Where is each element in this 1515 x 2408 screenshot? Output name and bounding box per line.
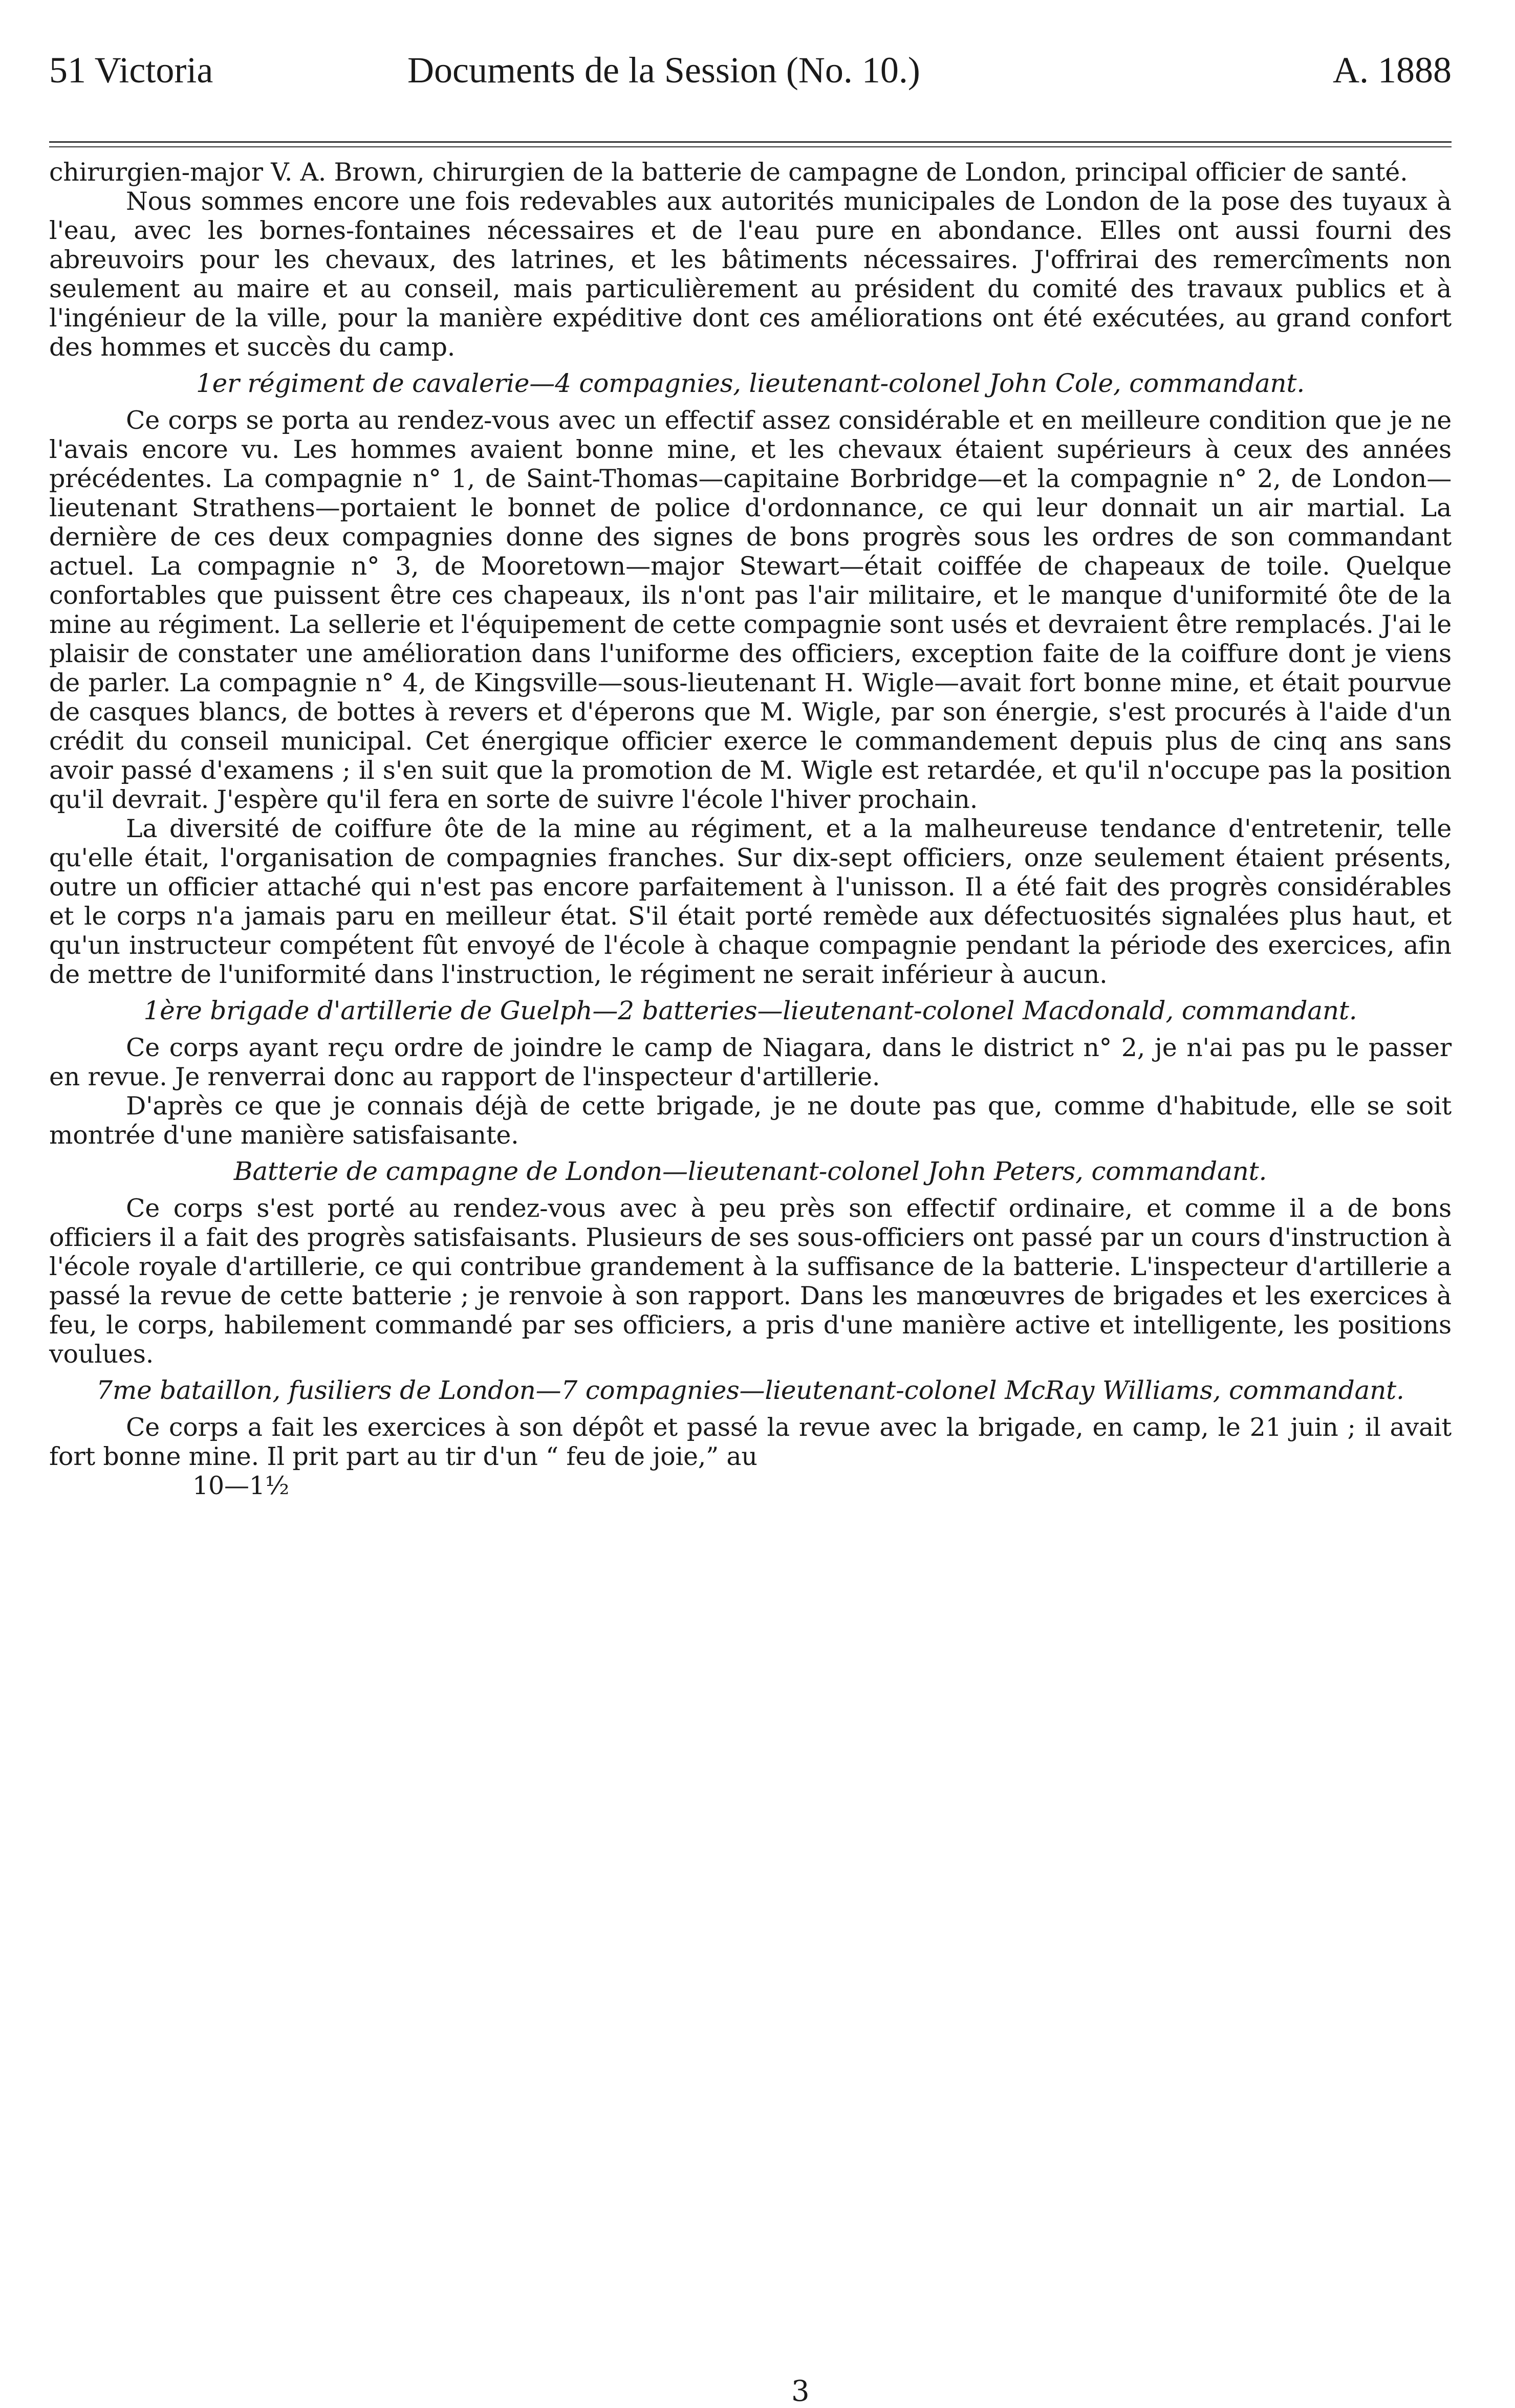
section-heading: 7me bataillon, fusiliers de London—7 compagnies—lieutenant-colonel McRay Williams, commandant.	[96, 1375, 1404, 1405]
paragraph: D'après ce que je connais déjà de cette brigade, je ne doute pas que, comme d'habitude, elle se soit montrée d'une manière satisfaisante.	[49, 1091, 1452, 1150]
section-heading: Batterie de campagne de London—lieutenant-colonel John Peters, commandant.	[233, 1156, 1267, 1186]
signature-mark: 10—1½	[192, 1471, 290, 1500]
paragraph: Ce corps a fait les exercices à son dépôt et passé la revue avec la brigade, en camp, le 21 juin ; il avait fort bonne mine. Il prit part au tir d'un “ feu de joie,” au	[49, 1413, 1452, 1471]
page-number: 3	[791, 2375, 810, 2408]
paragraph: chirurgien-major V. A. Brown, chirurgien de la batterie de campagne de London, principal officier de santé.	[49, 158, 1408, 187]
paragraph: Ce corps se porta au rendez-vous avec un effectif assez considérable et en meilleure condition que je ne l'avais encore vu. Les hommes avaient bonne mine, et les chevaux étaient supérieurs à ceux des années précédentes. La compagnie n° 1, de Saint-Thomas—capitaine Borbridge—et la compagnie n° 2, de London—lieutenant Strathens—portaient le bonnet de police d'ordonnance, ce qui leur donnait un air martial. La dernière de ces deux compagnies donne des signes de bons progrès sous les ordres de son commandant actuel. La compagnie n° 3, de Mooretown—major Stewart—était coiffée de chapeaux de toile. Quelque confortables que puissent être ces chapeaux, ils n'ont pas l'air militaire, et le manque d'uniformité ôte de la mine au régiment. La sellerie et l'équipement de cette compagnie sont usés et devraient être remplacés. J'ai le plaisir de constater une amélioration dans l'uniforme des officiers, exception faite de la coiffure dont je viens de parler. La compagnie n° 4, de Kingsville—sous-lieutenant H. Wigle—avait fort bonne mine, et était pourvue de casques blancs, de bottes à revers et d'éperons que M. Wigle, par son énergie, s'est procurés à l'aide d'un crédit du conseil municipal. Cet énergique officier exerce le commandement depuis plus de cinq ans sans avoir passé d'examens ; il s'en suit que la promotion de M. Wigle est retardée, et qu'il n'occupe pas la position qu'il devrait. J'espère qu'il fera en sorte de suivre l'école l'hiver prochain.	[49, 406, 1452, 814]
body-text	[49, 158, 1452, 1500]
paragraph: Ce corps ayant reçu ordre de joindre le camp de Niagara, dans le district n° 2, je n'ai pas pu le passer en revue. Je renverrai donc au rapport de l'inspecteur d'artillerie.	[49, 1033, 1452, 1091]
document-page	[49, 44, 1472, 2408]
running-header	[49, 44, 1472, 100]
header-rule-inner	[49, 146, 1452, 147]
section-heading: 1ère brigade d'artillerie de Guelph—2 batteries—lieutenant-colonel Macdonald, commandant.	[143, 996, 1357, 1025]
header-volume: 51 Victoria	[49, 50, 213, 91]
paragraph: La diversité de coiffure ôte de la mine au régiment, et a la malheureuse tendance d'entretenir, telle qu'elle était, l'organisation de compagnies franches. Sur dix-sept officiers, onze seulement étaient présents, outre un officier attaché qui n'est pas encore parfaitement à l'unisson. Il a été fait des progrès considérables et le corps n'a jamais paru en meilleur état. S'il était porté remède aux défectuosités signalées plus haut, et qu'un instructeur compétent fût envoyé de l'école à chaque compagnie pendant la période des exercices, afin de mettre de l'uniformité dans l'instruction, le régiment ne serait inférieur à aucun.	[49, 814, 1452, 989]
header-rule	[49, 141, 1452, 143]
paragraph: Nous sommes encore une fois redevables aux autorités municipales de London de la pose des tuyaux à l'eau, avec les bornes-fontaines nécessaires et de l'eau pure en abondance. Elles ont aussi fourni des abreuvoirs pour les chevaux, des latrines, et les bâtiments nécessaires. J'offrirai des remercîments non seulement au maire et au conseil, mais particulièrement au président du comité des travaux publics et à l'ingénieur de la ville, pour la manière expéditive dont ces améliorations ont été exécutées, au grand confort des hommes et succès du camp.	[49, 187, 1452, 362]
section-heading: 1er régiment de cavalerie—4 compagnies, lieutenant-colonel John Cole, commandant.	[196, 368, 1305, 398]
header-title: Documents de la Session (No. 10.)	[407, 50, 920, 91]
header-year: A. 1888	[1333, 50, 1452, 91]
paragraph: Ce corps s'est porté au rendez-vous avec à peu près son effectif ordinaire, et comme il a de bons officiers il a fait des progrès satisfaisants. Plusieurs de ses sous-officiers ont passé par un cours d'instruction à l'école royale d'artillerie, ce qui contribue grandement à la suffisance de la batterie. L'inspecteur d'artillerie a passé la revue de cette batterie ; je renvoie à son rapport. Dans les manœuvres de brigades et les exercices à feu, le corps, habilement commandé par ses officiers, a pris d'une manière active et intelligente, les positions voulues.	[49, 1194, 1452, 1369]
